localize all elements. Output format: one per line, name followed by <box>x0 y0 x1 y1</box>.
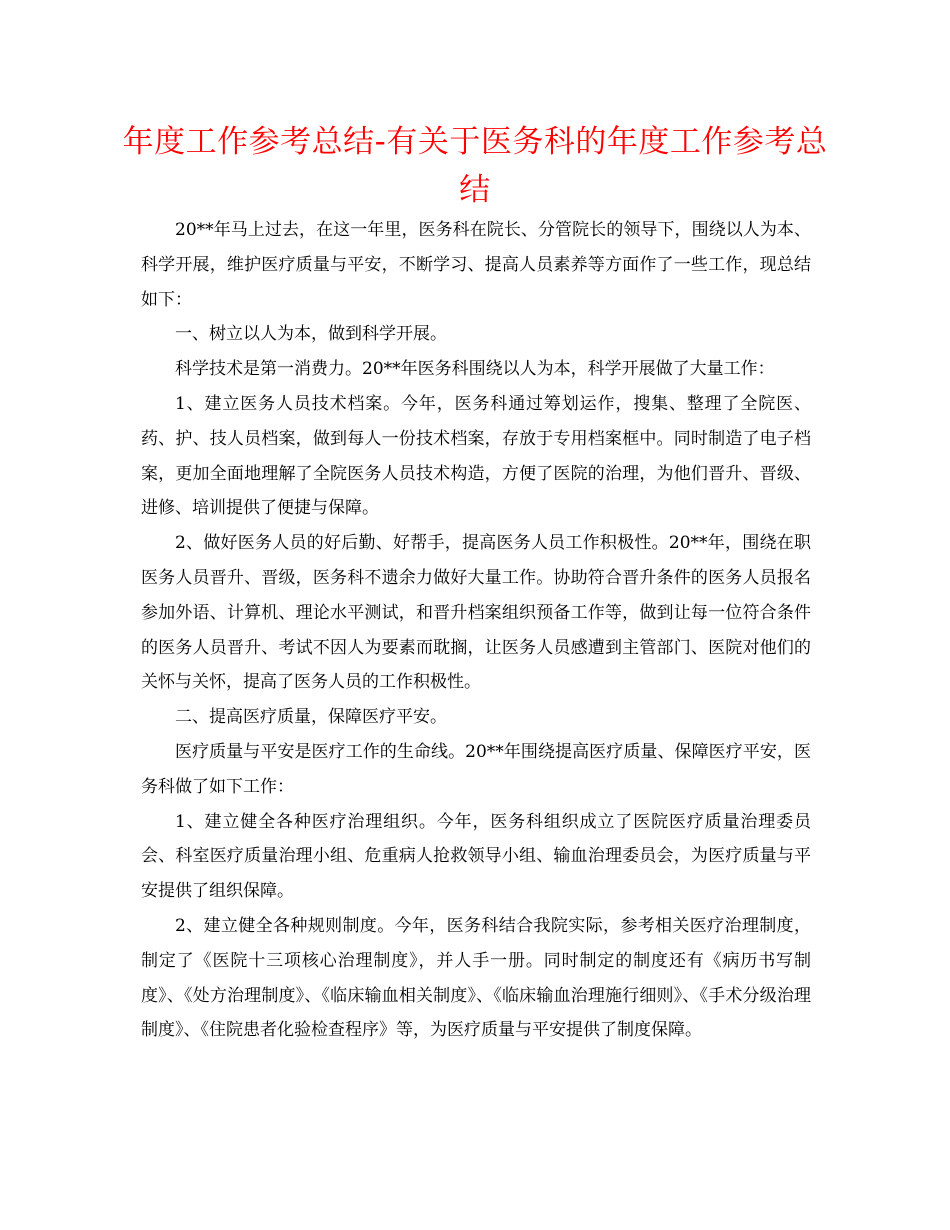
paragraph: 1、建立医务人员技术档案。今年，医务科通过筹划运作，搜集、整理了全院医、药、护、技人员档案，做到每人一份技术档案，存放于专用档案框中。同时制造了电子档案，更加全面地理解了全院医务人员技术构造，方便了医院的治理，为他们晋升、晋级、进修、培训提供了便捷与保障。 <box>141 393 811 519</box>
document-title: 年度工作参考总结-有关于医务科的年度工作参考总结 <box>122 124 828 208</box>
paragraph: 科学技术是第一消费力。20**年医务科围绕以人为本，科学开展做了大量工作： <box>175 359 775 380</box>
paragraph: 2、建立健全各种规则制度。今年，医务科结合我院实际，参考相关医疗治理制度，制定了《医院十三项核心治理制度》，并人手一册。同时制定的制度还有《病历书写制度》、《处方治理制度》、《临床输血相关制度》、《临床输血治理施行细则》、《手术分级治理制度》、《住院患者化验检查程序》等，为医疗质量与平安提供了制度保障。 <box>141 915 811 1041</box>
paragraph: 1、建立健全各种医疗治理组织。今年，医务科组织成立了医院医疗质量治理委员会、科室医疗质量治理小组、危重病人抢救领导小组、输血治理委员会，为医疗质量与平安提供了组织保障。 <box>141 811 811 902</box>
paragraph: 2、做好医务人员的好后勤、好帮手，提高医务人员工作积极性。20**年，围绕在职医务人员晋升、晋级，医务科不遗余力做好大量工作。协助符合晋升条件的医务人员报名参加外语、计算机、理论水平测试，和晋升档案组织预备工作等，做到让每一位符合条件的医务人员晋升、考试不因人为要素而耽搁，让医务人员感遭到主管部门、医院对他们的关怀与关怀，提高了医务人员的工作积极性。 <box>141 533 811 693</box>
document-body <box>141 213 811 1048</box>
paragraph-intro: 20**年马上过去，在这一年里，医务科在院长、分管院长的领导下，围绕以人为本、科学开展，维护医疗质量与平安，不断学习、提高人员素养等方面作了一些工作，现总结如下： <box>141 220 811 310</box>
section-heading-1: 一、树立以人为本，做到科学开展。 <box>175 324 447 345</box>
paragraph: 医疗质量与平安是医疗工作的生命线。20**年围绕提高医疗质量、保障医疗平安，医务科做了如下工作： <box>141 741 811 797</box>
section-heading-2: 二、提高医疗质量，保障医疗平安。 <box>175 707 447 728</box>
